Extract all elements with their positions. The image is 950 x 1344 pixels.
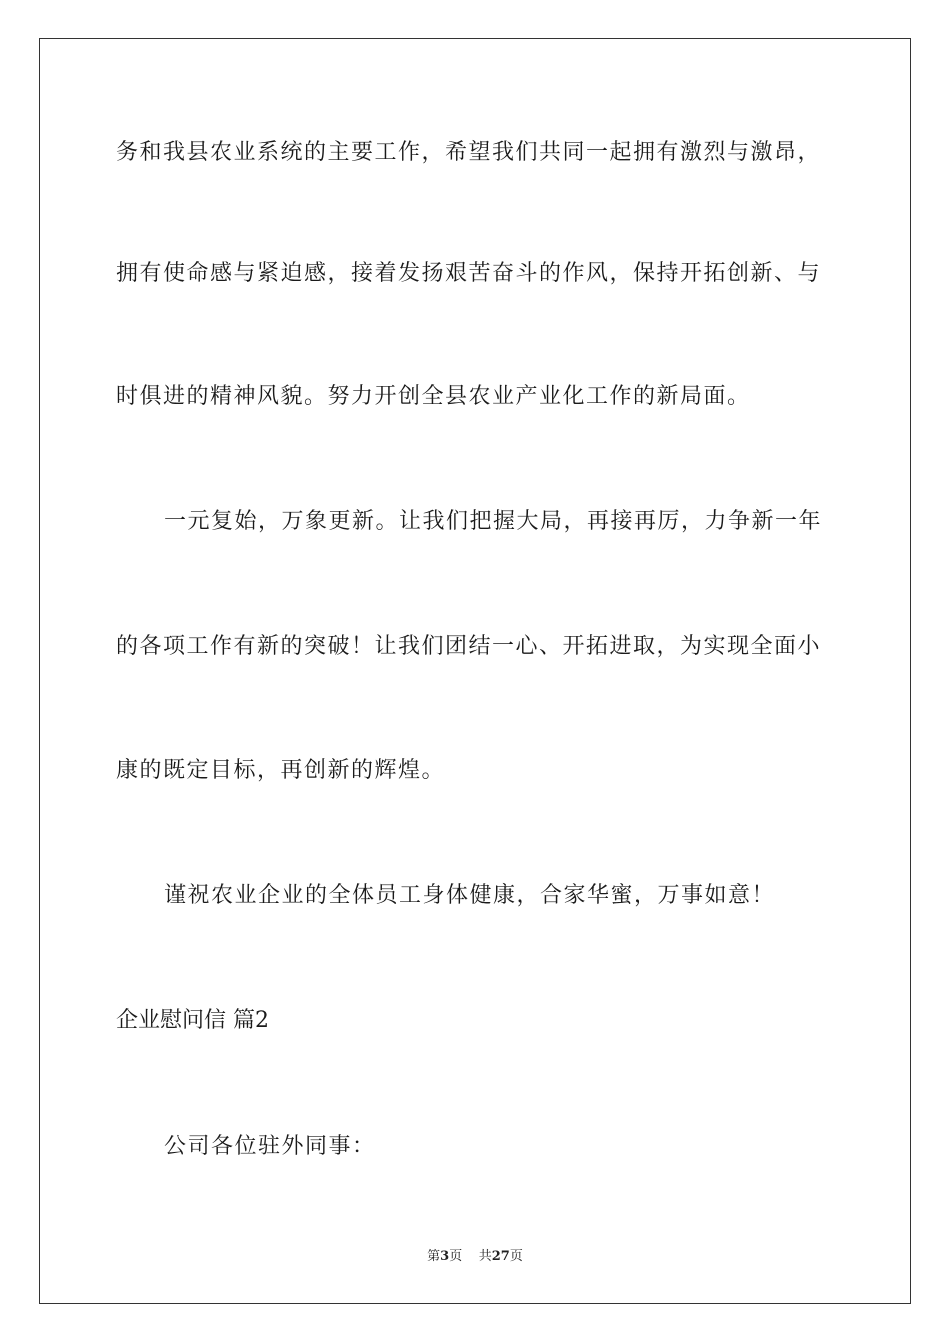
body-text-line: 务和我县农业系统的主要工作，希望我们共同一起拥有激烈与激昂， (116, 140, 822, 165)
body-text-line: 一元复始，万象更新。让我们把握大局，再接再厉，力争新一年 (164, 509, 823, 534)
body-text-line: 时俱进的精神风貌。努力开创全县农业产业化工作的新局面。 (116, 384, 751, 409)
page-prefix: 第 (427, 1249, 441, 1264)
page-footer (0, 1248, 950, 1266)
body-text-line: 的各项工作有新的突破！让我们团结一心、开拓进取，为实现全面小 (116, 634, 822, 659)
body-text-line: 谨祝农业企业的全体员工身体健康，合家华蜜，万事如意！ (164, 883, 776, 908)
page-number: 3 (440, 1249, 450, 1264)
page-border (39, 38, 911, 1304)
body-text-line: 康的既定目标，再创新的辉煌。 (116, 758, 446, 783)
salutation: 公司各位驻外同事： (164, 1134, 376, 1159)
total-suffix: 页 (509, 1249, 523, 1264)
total-pages: 27 (491, 1249, 510, 1264)
total-prefix: 共 (478, 1249, 492, 1264)
body-text-line: 拥有使命感与紧迫感，接着发扬艰苦奋斗的作风，保持开拓创新、与 (116, 261, 822, 286)
page-suffix: 页 (449, 1249, 463, 1264)
section-heading: 企业慰问信 篇2 (116, 1008, 269, 1033)
